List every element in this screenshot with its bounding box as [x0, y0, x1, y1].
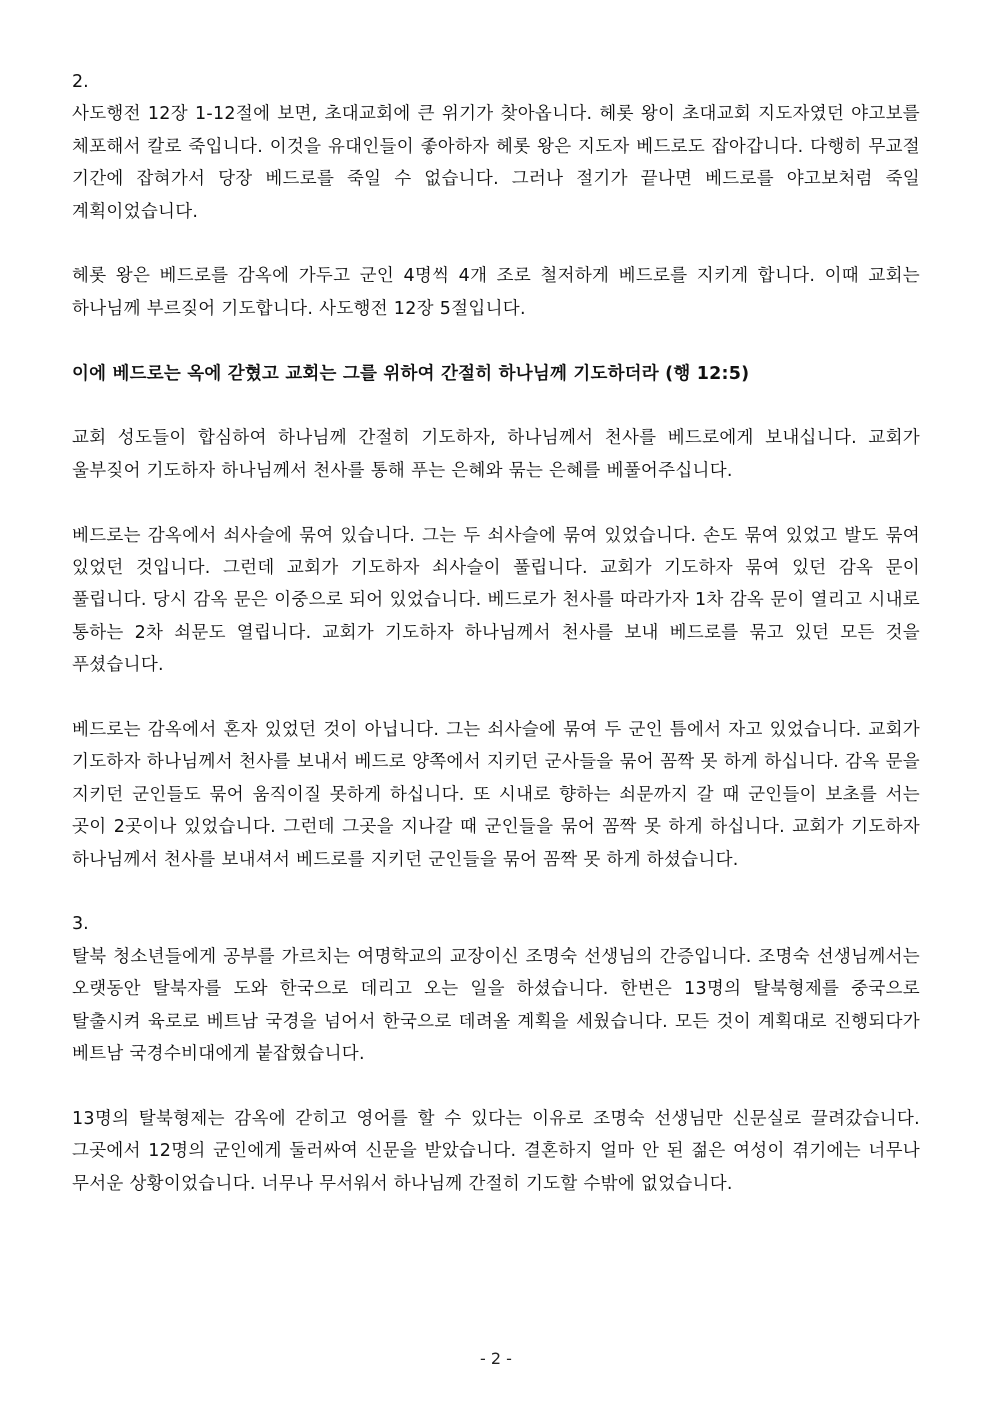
paragraph-gap — [72, 325, 920, 357]
section-number: 2. — [72, 72, 89, 92]
scripture-quote: 이에 베드로는 옥에 갇혔고 교회는 그를 위하여 간절히 하나님께 기도하더라 (행 12:5) — [72, 363, 750, 384]
paragraph-gap — [72, 876, 920, 908]
paragraph-gap — [72, 390, 920, 422]
paragraph-gap — [72, 1071, 920, 1103]
paragraph: 사도행전 12장 1-12절에 보면, 초대교회에 큰 위기가 찾아옵니다. 헤롯 왕이 초대교회 지도자였던 야고보를 체포해서 칼로 죽입니다. 이것을 유대인들이 좋아하자 헤롯 왕은 지도자 베드로도 잡아갑니다. 다행히 무교절 기간에 잡혀가서 당장 베드로를 죽일 수 없습니다. 그러나 절기가 끝나면 베드로를 야고보처럼 죽일 계획이었습니다. — [72, 104, 920, 222]
page-body — [72, 66, 920, 1200]
paragraph-gap — [72, 228, 920, 260]
paragraph-gap — [72, 682, 920, 714]
paragraph: 탈북 청소년들에게 공부를 가르치는 여명학교의 교장이신 조명숙 선생님의 간증입니다. 조명숙 선생님께서는 오랫동안 탈북자를 도와 한국으로 데리고 오는 일을 하셨습니다. 한번은 13명의 탈북형제를 중국으로 탈출시켜 육로로 베트남 국경을 넘어서 한국으로 데려올 계획을 세웠습니다. 모든 것이 계획대로 진행되다가 베트남 국경수비대에게 붙잡혔습니다. — [72, 946, 920, 1065]
page-number: - 2 - — [480, 1349, 512, 1368]
paragraph: 13명의 탈북형제는 감옥에 갇히고 영어를 할 수 있다는 이유로 조명숙 선생님만 신문실로 끌려갔습니다. 그곳에서 12명의 군인에게 둘러싸여 신문을 받았습니다. 결혼하지 얼마 안 된 젊은 여성이 겪기에는 너무나 무서운 상황이었습니다. 너무나 무서워서 하나님께 간절히 기도할 수밖에 없었습니다. — [72, 1108, 920, 1194]
section-number: 3. — [72, 914, 89, 935]
paragraph: 베드로는 감옥에서 혼자 있었던 것이 아닙니다. 그는 쇠사슬에 묶여 두 군인 틈에서 자고 있었습니다. 교회가 기도하자 하나님께서 천사를 보내서 베드로 양쪽에서 지키던 군사들을 묶어 꼼짝 못 하게 하십니다. 감옥 문을 지키던 군인들도 묶어 움직이질 못하게 하십니다. 또 시내로 향하는 쇠문까지 갈 때 군인들이 보초를 서는 곳이 2곳이나 있었습니다. 그런데 그곳을 지나갈 때 군인들을 묶어 꼼짝 못 하게 하십니다. 교회가 기도하자 하나님께서 천사를 보내셔서 베드로를 지키던 군인들을 묶어 꼼짝 못 하게 하셨습니다. — [72, 720, 920, 870]
paragraph: 교회 성도들이 합심하여 하나님께 간절히 기도하자, 하나님께서 천사를 베드로에게 보내십니다. 교회가 울부짖어 기도하자 하나님께서 천사를 통해 푸는 은혜와 묶는 은혜를 베풀어주십니다. — [72, 428, 920, 481]
paragraph-gap — [72, 487, 920, 519]
paragraph: 헤롯 왕은 베드로를 감옥에 가두고 군인 4명씩 4개 조로 철저하게 베드로를 지키게 합니다. 이때 교회는 하나님께 부르짖어 기도합니다. 사도행전 12장 5절입니다. — [72, 266, 920, 319]
paragraph: 베드로는 감옥에서 쇠사슬에 묶여 있습니다. 그는 두 쇠사슬에 묶여 있었습니다. 손도 묶여 있었고 발도 묶여 있었던 것입니다. 그런데 교회가 기도하자 쇠사슬이 풀립니다. 교회가 기도하자 묶여 있던 감옥 문이 풀립니다. 당시 감옥 문은 이중으로 되어 있었습니다. 베드로가 천사를 따라가자 1차 감옥 문이 열리고 시내로 통하는 2차 쇠문도 열립니다. 교회가 기도하자 하나님께서 천사를 보내 베드로를 묶고 있던 모든 것을 푸셨습니다. — [72, 525, 920, 676]
